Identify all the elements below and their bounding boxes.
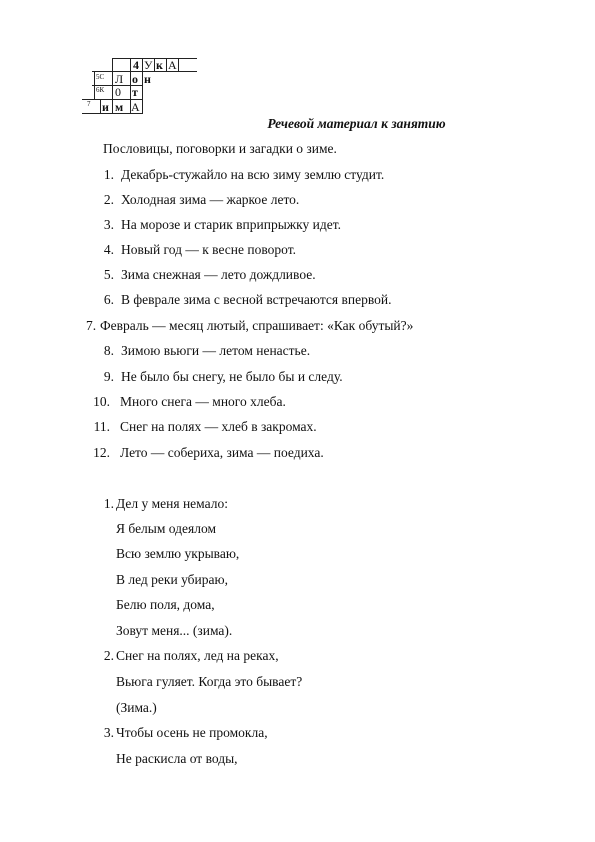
proverb-number: 5. [103, 267, 114, 282]
riddle-line: Снег на полях, лед на реках, [116, 648, 279, 663]
riddle-line: Белю поля, дома, [116, 597, 215, 612]
proverb-number: 9. [103, 369, 114, 384]
riddle-number: 1. [103, 496, 114, 511]
proverb-number: 3. [103, 217, 114, 232]
riddle-line: Зовут меня... (зима). [116, 623, 233, 638]
intro-text: Пословицы, поговорки и загадки о зиме. [103, 141, 337, 156]
crossword-cell: к [156, 58, 163, 72]
proverb-text: Зима снежная — лето дождливое. [121, 267, 316, 282]
riddle-number: 3. [103, 725, 114, 740]
riddle-line: Я белым одеялом [116, 521, 216, 536]
riddle-line: Чтобы осень не промокла, [116, 725, 268, 740]
riddle-line: Вьюга гуляет. Когда это бывает? [116, 674, 303, 689]
proverb-text: Холодная зима — жаркое лето. [121, 192, 300, 207]
proverb-text: Новый год — к весне поворот. [121, 242, 296, 257]
proverb-text: На морозе и старик вприпрыжку идет. [121, 217, 341, 232]
crossword-number: 6К [96, 86, 105, 94]
crossword-cell: 0 [115, 85, 121, 99]
proverb-number: 4. [103, 242, 114, 257]
proverb-text: Снег на полях — хлеб в закромах. [120, 419, 317, 434]
proverb-text: В феврале зима с весной встречаются впервой. [121, 292, 392, 307]
proverb-number: 11. [93, 419, 110, 434]
crossword-cell: А [168, 58, 177, 72]
page-title: Речевой материал к занятию [267, 116, 446, 131]
crossword-cell: Л [115, 72, 124, 86]
crossword-cell: о [132, 72, 138, 86]
proverb-text: Много снега — много хлеба. [120, 394, 286, 409]
riddle-line: Не раскисла от воды, [116, 751, 238, 766]
proverb-text: Зимою вьюги — летом ненастье. [121, 343, 311, 358]
crossword-cell: н [144, 72, 151, 86]
crossword-cell: А [131, 100, 140, 114]
proverb-text: Февраль — месяц лютый, спрашивает: «Как обутый?» [100, 318, 414, 333]
proverb-number: 12. [93, 445, 110, 460]
proverb-number: 7. [86, 318, 97, 333]
proverb-text: Лето — собериха, зима — поедиха. [120, 445, 324, 460]
crossword-cell: т [132, 85, 138, 99]
crossword-cell: м [115, 100, 124, 114]
proverb-number: 2. [103, 192, 114, 207]
proverb-number: 1. [103, 167, 114, 182]
riddle-line: (Зима.) [116, 700, 157, 715]
riddle-line: Дел у меня немало: [116, 496, 228, 511]
proverb-text: Декабрь-стужайло на всю зиму землю студит. [121, 167, 385, 182]
crossword-cell: У [144, 58, 153, 72]
crossword-cell: 4 [133, 58, 139, 72]
crossword-cell: и [102, 100, 109, 114]
crossword-number: 5С [96, 73, 105, 81]
crossword-number: 7 [87, 100, 91, 108]
proverb-number: 8. [103, 343, 114, 358]
riddle-number: 2. [103, 648, 114, 663]
proverb-number: 6. [103, 292, 114, 307]
riddle-line: Всю землю укрываю, [116, 546, 240, 561]
crossword-fragment [82, 58, 197, 114]
proverb-text: Не было бы снегу, не было бы и следу. [121, 369, 343, 384]
riddle-line: В лед реки убираю, [116, 572, 228, 587]
proverb-number: 10. [93, 394, 110, 409]
